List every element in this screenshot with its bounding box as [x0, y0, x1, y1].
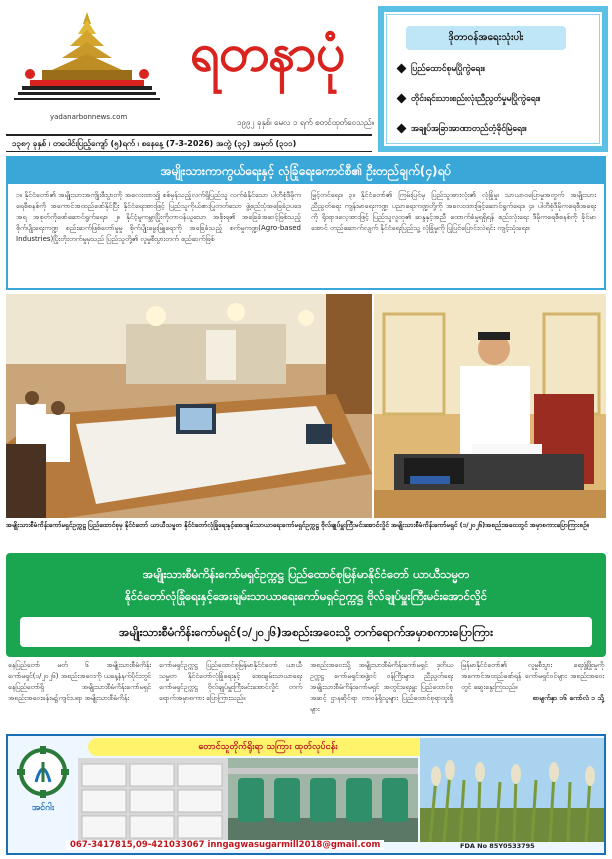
- story-headline-line-3[interactable]: အမျိုးသားစီမံကိန်းကော်မရှင်(၁/၂၀၂၆)အစည်းအဝေးသို့ တက်ရောက်အမှာစကားပြောကြား: [20, 617, 592, 647]
- story-column: ၁။ နိုင်ငံတော်၏ အမျိုးသားအကျိုးစီးပွားကို အလေးထား၍ စစ်မှန်သည့်လက်ရှိပြည်သူ လက်ခံနိုင်သော ပါတီစုံဒီမိုကရေစီစနစ်ကို အကောင်အထည်ဖော်နိုင်ပြီး နိုင်ငံရေးအားဖြင့် ပြည်သူကိုယ်စားပြုတတ်သော ဖွဲ့စည်းပုံအခြေခံဥပဒေအရ အစုတ်ကိုဖော်ဆောင်ရွက်ရေး။ ၂။ နိုင်ငံ့မူကမ္ဘာပြိုးကိုတာဝန်ယူသော အစိုးရ၏ အခြေခံအဆင့်ဖြစ်သည့် စိုက်ပျိုးရေးကဏ္ဍ စည်းဆက်ဖြစ်တော်မူမှု စိုက်ပျိုးမွေးမြူရေးကို အခြေခံသည့် စက်မှုကဏ္ဍ(Agro-based Industries)ပြိုးတိုးတက်မှုမှသည် ပြည်သူတို့၏ လူမှုစီးပွားတက် စည်ဆက်ဖြစ်: [16, 191, 301, 243]
- story-columns: [8, 184, 604, 245]
- story-column: နေပြည်တော် မတ် ၆ အမျိုးသားစီမံကိန်းကော်မရှင်(၁/၂၀၂၆) အစည်းအဝေးကို ယနေ့နံနက်ပိုင်းတွင် နေပြည်တော်ရှိ အမျိုးသားစီမံကိန်းကော်မရှင် အစည်းအဝေးခန်းမ၌ကျင်းပရာ အမျိုးသားစီမံကိန်း: [8, 661, 151, 702]
- sugarcane-field-photo: [420, 738, 604, 842]
- objective-item: ပြည်ထောင်စုမပြိုကွဲရေး။: [398, 64, 485, 76]
- objective-item: အချုပ်အခြာအာဏာတည်တံ့ခိုင်မြဲရေး။: [398, 124, 527, 136]
- story-headline-line-2[interactable]: နိုင်ငံတော်လုံခြုံရေးနှင့်အေးချမ်းသာယာရေးကော်မရှင်ဥက္ကဋ္ဌ ဗိုလ်ချုပ်မှူးကြီးမင်းအောင်လှိုင်: [124, 589, 488, 603]
- objectives-box: [378, 6, 608, 152]
- founded-date: ၁၉၉၂ ခုနှစ်၊ မေလ ၁ ရက် စတင်ထုတ်ဝေသည်။: [237, 118, 374, 127]
- planning-commission-story-body: [8, 660, 604, 730]
- objective-item: တိုင်းရင်းသားစည်းလုံးညီညွတ်မှုမပြိုကွဲရေး။: [398, 94, 540, 106]
- bullet-diamond-icon: [397, 64, 407, 74]
- dateline: ၁၃၈၇ ခုနှစ် ၊ တပေါင်းပြည့်ကျော် (၅)ရက် ၊ စနေနေ့ (7-3-2026) အတွဲ (၃၄) အမှတ် (၃၁၁): [6, 134, 372, 152]
- story-column: ကော်မရှင်ဥက္ကဋ္ဌ ပြည်ထောင်စုမြန်မာနိုင်ငံတော် ယာယီသမ္မတ နိုင်ငံတော်လုံခြုံရေးနှင့် အေးချမ်းသာယာရေးကော်မရှင်ဥက္ကဋ္ဌ ဗိုလ်ချုပ်မှူးကြီးမင်းအောင်လှိုင် တက်ရောက်အမှာစကား ပြောကြားသည်။: [159, 661, 302, 702]
- objectives-heading: ဒိုတာဝန်အရေးသုံးပါး: [406, 26, 566, 50]
- bullet-diamond-icon: [397, 94, 407, 104]
- ad-contact-info[interactable]: 067-3417815,09-421033067 inngagwasugarmill2018@gmail.com: [66, 840, 546, 854]
- website-url[interactable]: yadanarbonnews.com: [50, 113, 128, 121]
- mill-machinery-photo: [228, 758, 418, 842]
- masthead: [6, 4, 372, 132]
- palace-emblem-icon: [12, 10, 162, 106]
- ad-fda-number: FDA No 85Y0533795: [460, 842, 535, 850]
- story-column: မြှင့်တင်ရေး။ ၃။ နိုင်ငံတော်၏ ကြမ်းပြင်မှ ပြည်သူအားလုံး၏ လုံခြုံမှု၊ သာယာဝပြောမှုအတွက် အမျိုးသားညီညွတ်ရေး ကျန်းမာရေးကဏ္ဍ ပညာရေးကဏ္ဍတို့ကို အလေးထားဖြင့်ဆောင်ရွက်ရေး။ ၄။ ပါတီစုံဒီမိုကရေစီအရေးကို ရိုးရာဒလေ့အားဖြင့် ပြည်သူလူထု၏ ဆန္ဒနှင့်အညီ ထောက်ခံမှုရရှိရန် စည်းလုံးရေး ဒီမိုကရေစီစနစ်ကို ခိုင်မာအောင် တည်ဆောက်လျက် နိုင်ငံရေးပြည်သူ့ လုံခြုံမှုကို ပြုပြင်ပြောင်းလဲရင်း ကျင့်သုံးရေး။: [311, 191, 596, 232]
- bullet-diamond-icon: [397, 124, 407, 134]
- speaker-photo: [374, 294, 606, 518]
- story-headline-line-1[interactable]: အမျိုးသားစီမံကိန်းကော်မရှင်ဥက္ကဋ္ဌ ပြည်ထောင်စုမြန်မာနိုင်ငံတော် ယာယီသမ္မတ: [142, 567, 470, 581]
- continued-link[interactable]: စာမျက်နှာ ၁၆ ကော်လံ ၁ သို့: [532, 694, 604, 702]
- newspaper-title: ရတနာပုံ: [189, 22, 345, 83]
- story-column: အစည်းအဝေးသို့ အမျိုးသားစီမံကိန်းကော်မရှင် ဒုတိယဥက္ကဋ္ဌ ကော်မရှင်အဖွဲ့ဝင် ဝန်ကြီးများ၊ ညီညွတ်ရေးအမျိုးသားစီမံကိန်းကော်မရှင် အတွင်းရေးမှူး ပြည်ထောင်စုအဆင့် ဌာနဆိုင်ရာ တာဝန်ရှိသူများ ပြည်ထောင်စုရာထူးရှိများ: [310, 661, 453, 713]
- gear-logo-icon: [14, 746, 72, 816]
- ad-brand: အင်ဂါး: [31, 803, 55, 813]
- story-headline[interactable]: အမျိုးသားကာကွယ်ရေးနှင့် လုံခြုံရေးကောင်စီ၏ ဦးတည်ချက်(၄)ရပ်: [8, 158, 604, 184]
- photo-caption: အမျိုးသားစီမံကိန်းကော်မရှင်ဥက္ကဋ္ဌ ပြည်ထောင်စုမှ နိုင်ငံတော် ယာယီသမ္မတ နိုင်ငံတော်လုံခြုံရေးနှင့်အေးချမ်းသာယာရေးကော်မရှင်ဥက္ကဋ္ဌ ဗိုလ်ချုပ်မှူးကြီးမင်းအောင်လှိုင် အမျိုးသားစီမံကိန်းကော်မရှင် (၁/၂၀၂၆)အစည်းအဝေးတွင် အမှာစကားပြောကြားစဉ်။: [6, 521, 589, 529]
- meeting-hall-photo: [6, 294, 372, 518]
- ad-headline: တောင်သူတိုက်ရိုးရာ သကြား ထုတ်လုပ်ငန်း: [88, 738, 448, 756]
- planning-commission-story-header: [6, 553, 606, 657]
- sugar-sacks-photo: [78, 758, 228, 842]
- story-column: မြန်မာနိုင်ငံတော်၏ လူမှုစီးပွား ရေးဖွံ့ဖြိုးမှုကို အကောင်အထည်ဖော်ရန် ကော်မရှင်ဝင်များ အစည်းအဝေးတွင် ဆွေးနွေးကြသည်။ စာမျက်နှာ ၁၆ ကော်လံ ၁ သို့: [461, 661, 604, 702]
- defense-council-story: [6, 156, 606, 290]
- sugar-mill-advertisement: [6, 734, 606, 855]
